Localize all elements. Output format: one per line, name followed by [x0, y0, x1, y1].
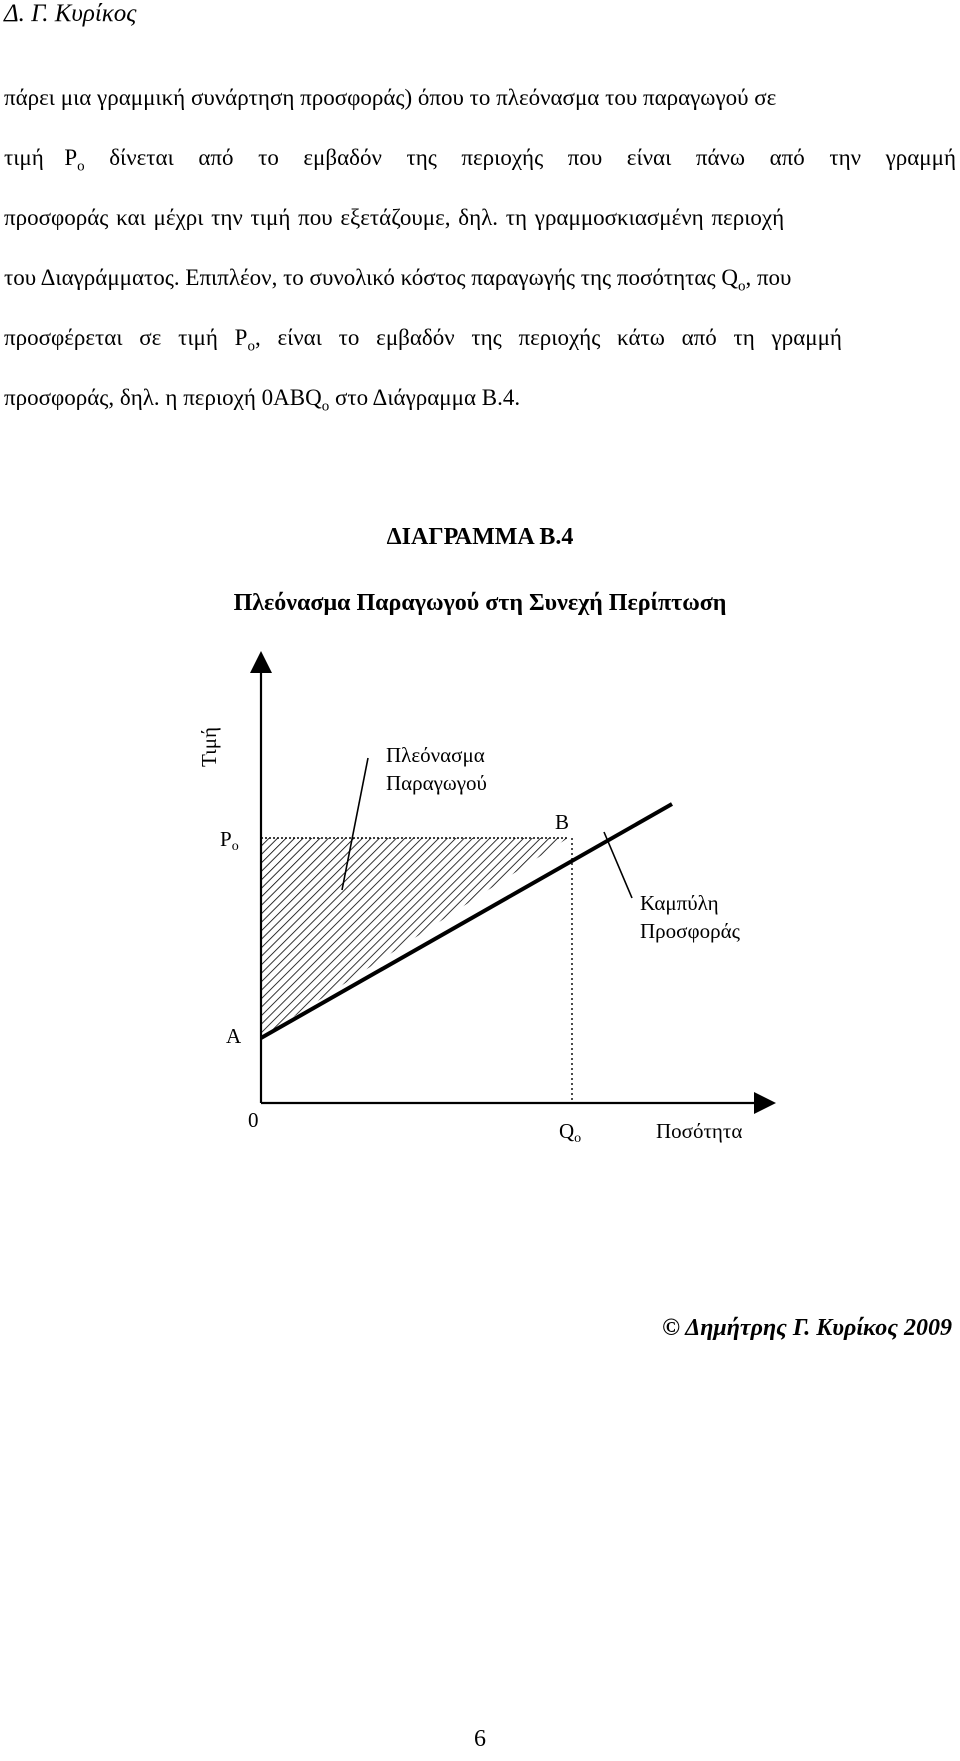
paragraph-line-5-start: προσφέρεται σε τιμή P [4, 325, 248, 350]
paragraph-line-3 [4, 188, 956, 248]
paragraph-line-5 [4, 308, 956, 368]
point-b-label: B [555, 810, 570, 834]
paragraph-line-4 [4, 248, 956, 308]
copyright-notice: © Δημήτρης Γ. Κυρίκος 2009 [662, 1315, 952, 1341]
paragraph-line-2 [4, 128, 956, 188]
paragraph-line-1 [4, 68, 956, 128]
paragraph-line-6-start: προσφοράς, δηλ. η περιοχή 0ABQ [4, 385, 322, 410]
price-label-sub: o [231, 839, 239, 854]
body-paragraph [4, 68, 956, 428]
producer-surplus-area [261, 838, 568, 1038]
price-label-main: P [220, 827, 232, 851]
point-a-label: A [226, 1024, 242, 1048]
quantity-subscript: o [737, 278, 746, 295]
page-number: 6 [474, 1726, 486, 1752]
diagram-title: Πλεόνασμα Παραγωγού στη Συνεχή Περίπτωση [233, 590, 727, 616]
paragraph-line-2-start: τιμή P [4, 145, 78, 170]
producer-surplus-diagram [0, 640, 960, 1160]
paragraph-line-6-end: στο Διάγραμμα Β.4. [329, 385, 521, 410]
running-header: Δ. Γ. Κυρίκος [4, 0, 137, 27]
quantity-label-main: Q [559, 1119, 575, 1143]
paragraph-line-2-end: δίνεται από το εμβαδόν της περιοχής που είναι πάνω από την γραμμή [84, 145, 956, 170]
paragraph-line-1-text: πάρει μια γραμμική συνάρτηση προσφοράς) όπου το πλεόνασμα του παραγωγού σε [4, 85, 777, 110]
paragraph-line-5-end: , είναι το εμβαδόν της περιοχής κάτω από τη γραμμή [254, 325, 842, 350]
supply-label-line-2: Προσφοράς [640, 919, 740, 943]
paragraph-line-4-end: , που [745, 265, 792, 290]
paragraph-line-6 [4, 368, 956, 428]
paragraph-line-3-text: προσφοράς και μέχρι την τιμή που εξετάζουμε, δηλ. τη γραμμοσκιασμένη περιοχή [4, 205, 785, 230]
price-subscript-2: o [247, 338, 255, 355]
quantity-subscript-2: o [321, 398, 330, 415]
price-label [220, 827, 239, 854]
supply-pointer [604, 832, 632, 898]
supply-label-line-1: Καμπύλη [640, 891, 719, 915]
origin-label: 0 [248, 1108, 259, 1132]
price-subscript: o [77, 158, 85, 175]
surplus-label-line-2: Παραγωγού [386, 771, 487, 795]
diagram-label: ΔΙΑΓΡΑΜΜΑ Β.4 [386, 524, 574, 550]
quantity-label [559, 1119, 581, 1146]
paragraph-line-4-start: του Διαγράμματος. Επιπλέον, το συνολικό κόστος παραγωγής της ποσότητας Q [4, 265, 738, 290]
y-axis-label: Τιμή [197, 727, 221, 767]
x-axis-label: Ποσότητα [656, 1119, 743, 1143]
surplus-label-line-1: Πλεόνασμα [386, 743, 485, 767]
quantity-label-sub: o [574, 1131, 582, 1146]
